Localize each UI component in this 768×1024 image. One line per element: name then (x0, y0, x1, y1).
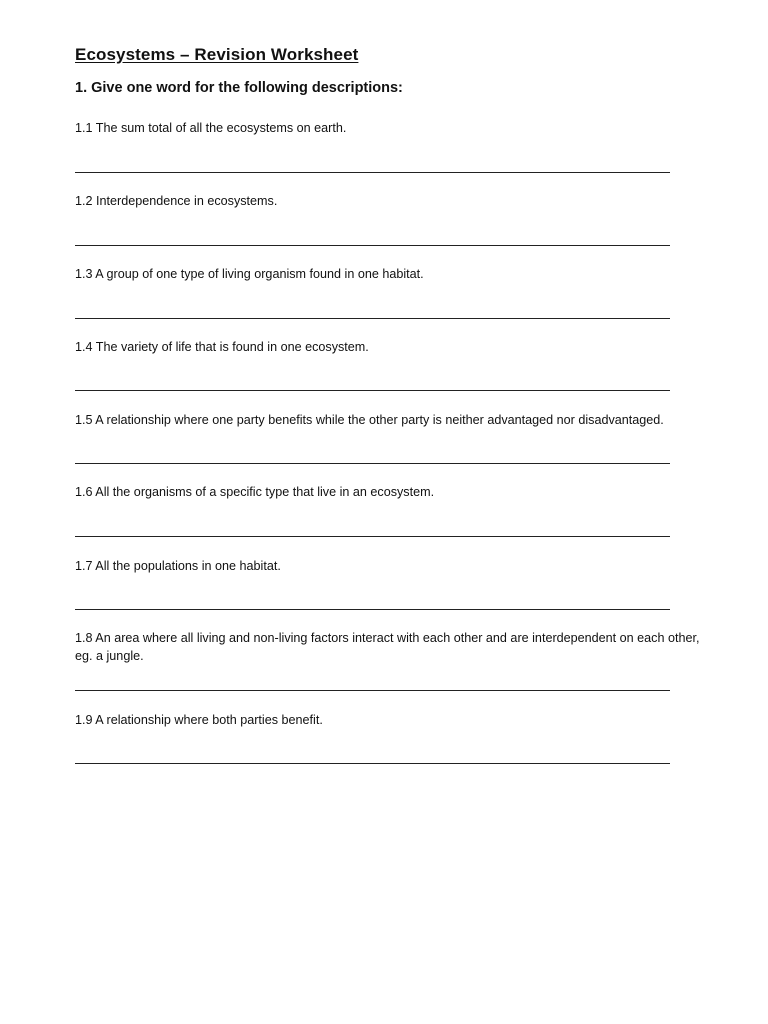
question-1-7: 1.7 All the populations in one habitat. (75, 559, 281, 573)
section-heading: 1. Give one word for the following descriptions: (75, 80, 403, 96)
answer-line-1-6[interactable] (75, 536, 670, 537)
question-1-5: 1.5 A relationship where one party benefits while the other party is neither advantaged nor disadvantaged. (75, 413, 664, 427)
question-1-9: 1.9 A relationship where both parties benefit. (75, 713, 323, 727)
answer-line-1-7[interactable] (75, 609, 670, 610)
answer-line-1-8[interactable] (75, 690, 670, 691)
answer-line-1-1[interactable] (75, 172, 670, 173)
question-1-3: 1.3 A group of one type of living organism found in one habitat. (75, 267, 424, 281)
page-title: Ecosystems – Revision Worksheet (75, 45, 359, 64)
answer-line-1-5[interactable] (75, 463, 670, 464)
question-1-4: 1.4 The variety of life that is found in one ecosystem. (75, 340, 369, 354)
question-1-1: 1.1 The sum total of all the ecosystems on earth. (75, 121, 347, 135)
question-1-6: 1.6 All the organisms of a specific type that live in an ecosystem. (75, 485, 435, 499)
answer-line-1-9[interactable] (75, 763, 670, 764)
answer-line-1-3[interactable] (75, 318, 670, 319)
question-1-8: 1.8 An area where all living and non-living factors interact with each other and are interdependent on each other, eg. a jungle. (75, 631, 700, 663)
answer-line-1-4[interactable] (75, 390, 670, 391)
question-1-2: 1.2 Interdependence in ecosystems. (75, 194, 278, 208)
answer-line-1-2[interactable] (75, 245, 670, 246)
